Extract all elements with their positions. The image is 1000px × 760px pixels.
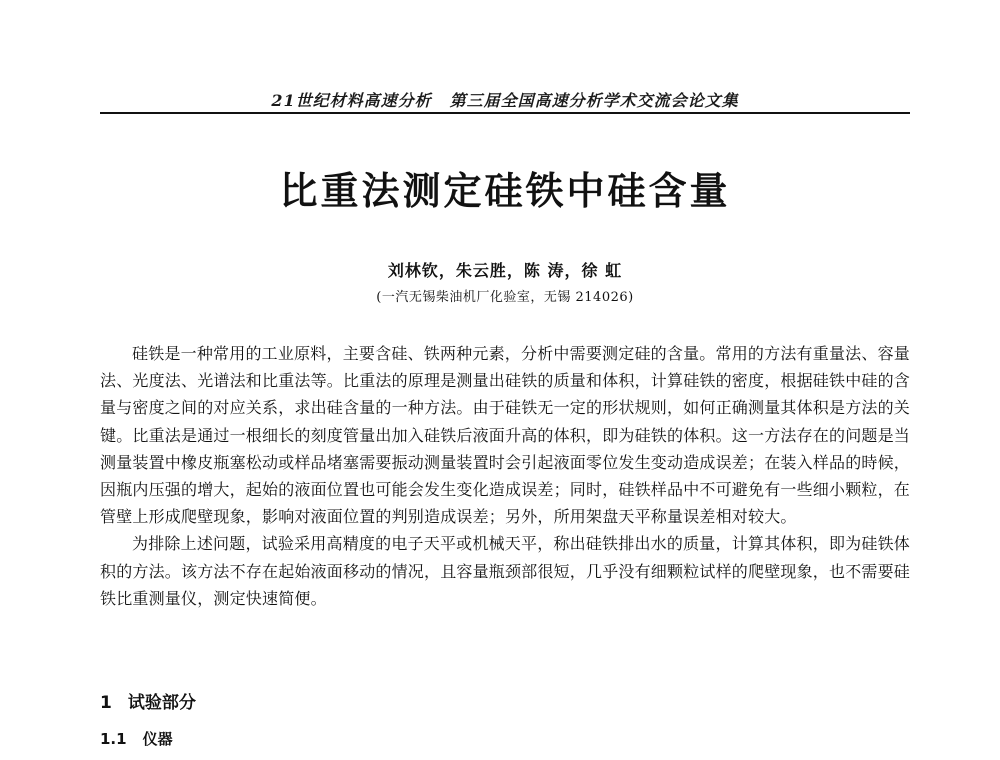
section-title: 试验部分 <box>127 693 196 713</box>
paragraph-method: 为排除上述问题，试验采用高精度的电子天平或机械天平，称出硅铁排出水的质量，计算其体积，即为硅铁体积的方法。该方法不存在起始液面移动的情况，且容量瓶颈部很短，几乎没有细颗粒试样的爬壁现象，也不需要硅铁比重测量仪，测定快速简便。 <box>100 534 911 608</box>
section-heading <box>100 688 196 713</box>
subsection-heading <box>100 728 173 749</box>
section-number: 1 <box>100 693 112 713</box>
subsection-number: 1.1 <box>100 730 127 748</box>
paragraph-intro: 硅铁是一种常用的工业原料，主要含硅、铁两种元素，分析中需要测定硅的含量。常用的方法有重量法、容量法、光度法、光谱法和比重法等。比重法的原理是测量出硅铁的质量和体积，计算硅铁的密度，根据硅铁中硅的含量与密度之间的对应关系，求出硅含量的一种方法。由于硅铁无一定的形状规则，如何正确测量其体积是方法的关键。比重法是通过一根细长的刻度管量出加入硅铁后液面升高的体积，即为硅铁的体积。这一方法存在的问题是当测量装置中橡皮瓶塞松动或样品堵塞需要振动测量装置时会引起液面零位发生变动造成误差；在装入样品的時候，因瓶内压强的增大，起始的液面位置也可能会发生变化造成误差；同时，硅铁样品中不可避免有一些细小颗粒，在管壁上形成爬壁现象，影响对液面位置的判别造成误差；另外，所用架盘天平称量误差相对较大。 <box>100 344 911 527</box>
running-header-right: 第三届全国高速分析学术交流会论文集 <box>449 91 739 110</box>
running-header-left: 21世纪材料高速分析 <box>271 91 432 110</box>
running-header <box>100 88 910 111</box>
paper-title: 比重法测定硅铁中硅含量 <box>279 169 731 213</box>
header-rule <box>100 112 910 114</box>
author-affiliation: (一汽无锡柴油机厂化验室，无锡 214026) <box>376 290 634 305</box>
author-list: 刘林钦，朱云胜，陈 涛，徐 虹 <box>387 261 623 280</box>
body-text <box>100 340 910 612</box>
subsection-title: 仪器 <box>142 730 173 748</box>
